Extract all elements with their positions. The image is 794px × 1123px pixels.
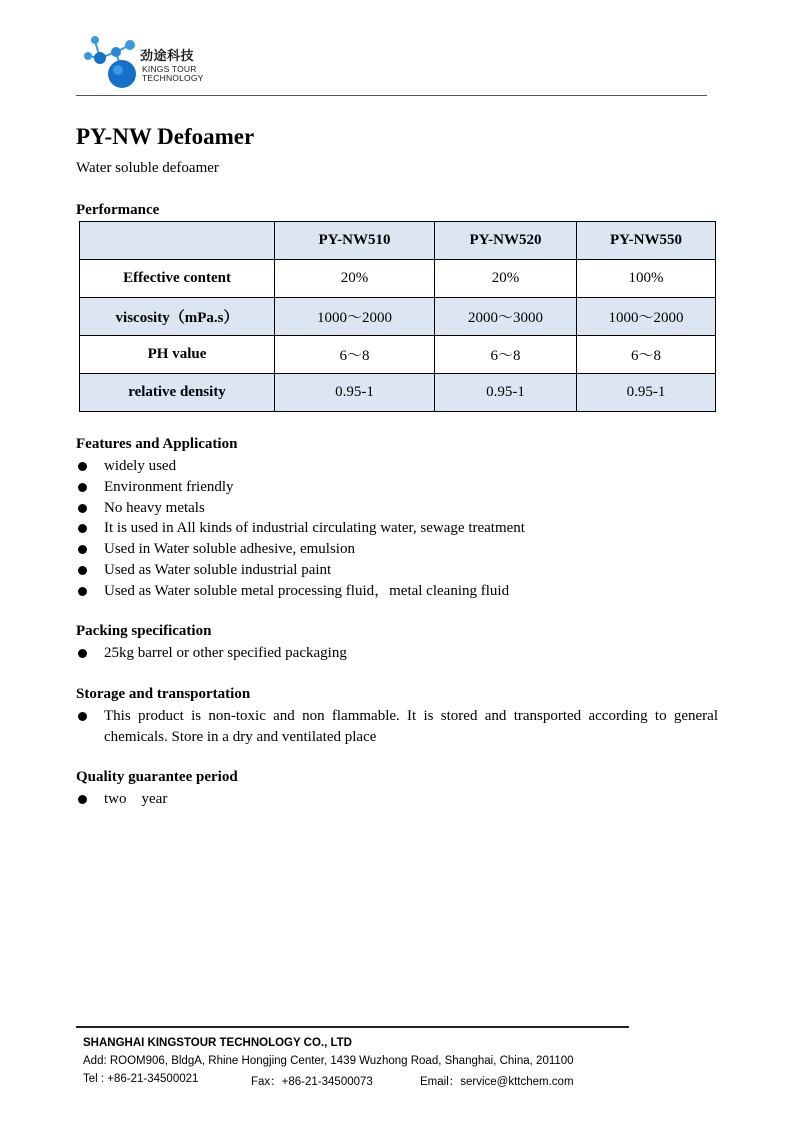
packing-heading: Packing specification: [76, 623, 212, 639]
storage-heading: Storage and transportation: [76, 686, 251, 702]
list-item: [76, 581, 525, 602]
quality-list: [76, 789, 167, 810]
bullet-icon: [78, 566, 87, 575]
bullet-icon: [78, 524, 87, 533]
list-item: [76, 789, 167, 810]
table-cell: 6～8: [577, 336, 716, 374]
list-item: [76, 456, 525, 477]
list-item: [76, 518, 525, 539]
list-item: [76, 560, 525, 581]
performance-heading: Performance: [76, 202, 160, 218]
logo-english-line1: KINGS TOUR: [142, 64, 197, 74]
list-item-text: Used in Water soluble adhesive, emulsion: [104, 541, 355, 558]
table-cell: 2000～3000: [435, 298, 577, 336]
list-item: [76, 498, 525, 519]
list-item-text: Used as Water soluble metal processing fluid，metal cleaning fluid: [104, 582, 510, 599]
packing-list: [76, 643, 347, 664]
bullet-icon: [78, 462, 87, 471]
row-label: viscosity（mPa.s）: [80, 298, 275, 336]
list-item-text: Used as Water soluble industrial paint: [104, 561, 332, 578]
row-label: PH value: [80, 336, 275, 374]
table-header-cell: PY-NW550: [577, 222, 716, 260]
features-list: [76, 456, 525, 602]
table-cell: 100%: [577, 260, 716, 298]
table-cell: 0.95-1: [577, 374, 716, 412]
list-item: [76, 477, 525, 498]
bullet-icon: [78, 649, 87, 658]
list-item: [76, 706, 718, 748]
table-row: [80, 374, 716, 412]
footer-fax: Fax：+86-21-34500073: [251, 1076, 373, 1088]
table-row: [80, 336, 716, 374]
product-subtitle: Water soluble defoamer: [76, 160, 219, 176]
table-cell: 6～8: [275, 336, 435, 374]
table-row: [80, 260, 716, 298]
table-cell: 0.95-1: [275, 374, 435, 412]
bullet-icon: [78, 483, 87, 492]
quality-heading: Quality guarantee period: [76, 769, 238, 785]
table-cell: 20%: [435, 260, 577, 298]
table-cell: 20%: [275, 260, 435, 298]
list-item-text: Environment friendly: [104, 478, 234, 495]
table-cell: 0.95-1: [435, 374, 577, 412]
bullet-icon: [78, 587, 87, 596]
table-header-row: [80, 222, 716, 260]
performance-table: [79, 221, 716, 412]
header-divider: [76, 95, 707, 96]
footer-divider: [76, 1026, 629, 1028]
row-label: Effective content: [80, 260, 275, 298]
bullet-icon: [78, 712, 87, 721]
list-item: [76, 539, 525, 560]
logo-english-line2: TECHNOLOGY: [142, 73, 204, 83]
footer-company-name: SHANGHAI KINGSTOUR TECHNOLOGY CO., LTD: [83, 1037, 352, 1049]
row-label: relative density: [80, 374, 275, 412]
bullet-icon: [78, 545, 87, 554]
list-item-text: No heavy metals: [104, 499, 205, 516]
list-item-text: It is used in All kinds of industrial circulating water, sewage treatment: [104, 520, 525, 537]
table-header-cell: [80, 222, 275, 260]
footer-address: Add: ROOM906, BldgA, Rhine Hongjing Center, 1439 Wuzhong Road, Shanghai, China, 201100: [83, 1055, 574, 1067]
footer-email: Email：service@kttchem.com: [420, 1076, 574, 1088]
list-item: [76, 643, 347, 664]
list-item-text: 25kg barrel or other specified packaging: [104, 645, 347, 661]
company-logo: [82, 32, 222, 92]
bullet-icon: [78, 795, 87, 804]
table-header-cell: PY-NW520: [435, 222, 577, 260]
table-row: [80, 298, 716, 336]
list-item-text: This product is non-toxic and non flammable. It is stored and transported according to general chemicals. Store in a dry and ventilated place: [104, 708, 718, 745]
table-header-cell: PY-NW510: [275, 222, 435, 260]
footer-tel: Tel : +86-21-34500021: [83, 1073, 199, 1085]
product-title: PY-NW Defoamer: [76, 124, 255, 149]
table-cell: 6～8: [435, 336, 577, 374]
storage-list: [76, 706, 718, 748]
logo-chinese-text: 劲途科技: [140, 49, 195, 64]
features-heading: Features and Application: [76, 436, 238, 452]
bullet-icon: [78, 504, 87, 513]
table-cell: 1000～2000: [275, 298, 435, 336]
list-item-text: two year: [104, 791, 168, 807]
molecule-logo-icon: [82, 32, 142, 92]
table-cell: 1000～2000: [577, 298, 716, 336]
list-item-text: widely used: [104, 458, 177, 474]
